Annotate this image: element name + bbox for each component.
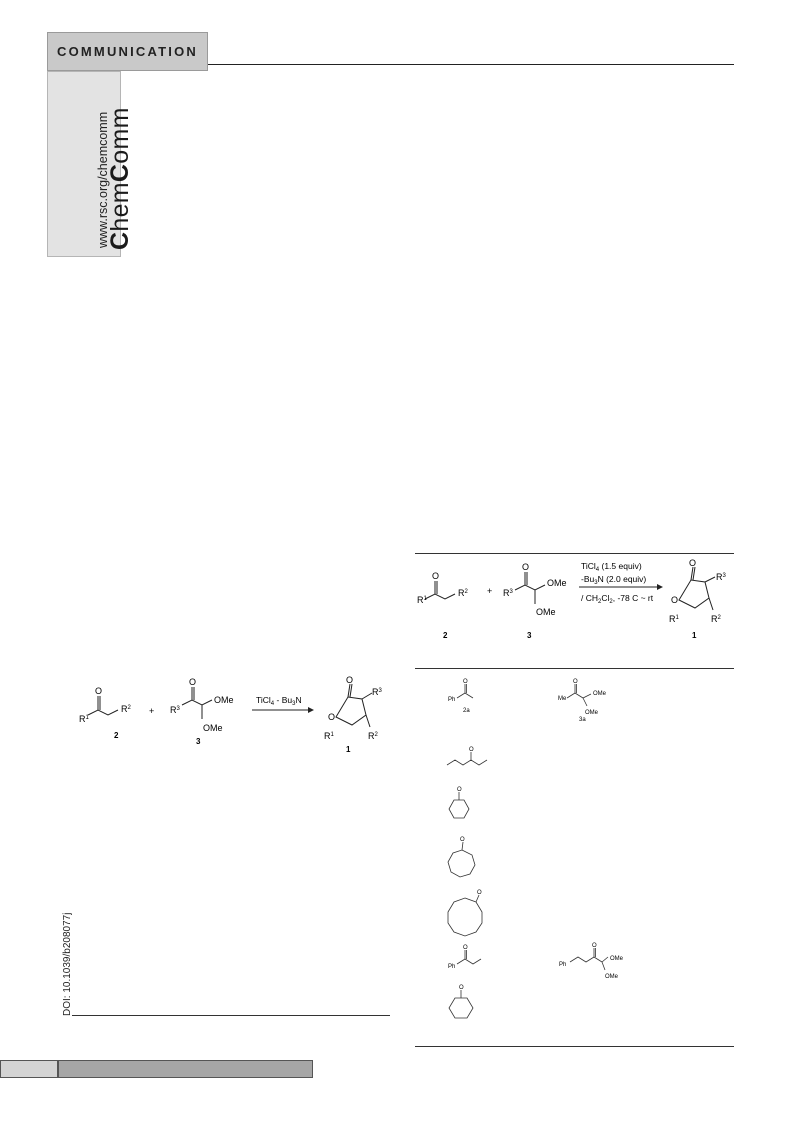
- svg-text:2: 2: [443, 631, 448, 640]
- condition-2: $-Bu_3N$ (2.0 equiv): [581, 574, 647, 586]
- svg-text:OMe: OMe: [203, 723, 223, 733]
- svg-text:Ph: Ph: [559, 962, 567, 968]
- compound-1-label: 1: [346, 745, 351, 754]
- table-top-rule: [415, 553, 734, 554]
- svg-text:R2: $R^2$: [711, 614, 721, 624]
- svg-text:OMe: OMe: [214, 695, 234, 705]
- table-structures: [415, 672, 734, 1044]
- svg-text:O: O: [460, 837, 465, 843]
- compound-3-label: 3: [196, 737, 201, 746]
- svg-text:O: O: [459, 985, 464, 991]
- svg-text:2a: 2a: [463, 708, 470, 714]
- svg-text:O: O: [671, 595, 679, 605]
- svg-text:O: O: [522, 562, 530, 572]
- svg-text:O: O: [592, 943, 597, 949]
- butenolide-1-structure: [336, 684, 372, 727]
- svg-text:OMe: OMe: [547, 578, 567, 588]
- svg-text:OMe: OMe: [605, 974, 619, 980]
- svg-text:OMe: OMe: [536, 607, 556, 617]
- section-header-tab: [47, 32, 208, 71]
- footer-bar-dark: [58, 1060, 313, 1078]
- section-label: COMMUNICATION: [56, 44, 198, 59]
- svg-text:R1: $R^1$: [669, 614, 679, 624]
- svg-text:O: O: [463, 679, 468, 685]
- svg-text:OMe: OMe: [610, 956, 624, 962]
- svg-text:+: +: [487, 586, 493, 596]
- svg-text:O: O: [573, 679, 578, 685]
- condition-3: / $CH_2Cl_2$, -78 C ~ rt: [581, 593, 654, 605]
- svg-text:Me: Me: [558, 696, 567, 702]
- journal-url: www.rsc.org/chemcomm: [96, 111, 110, 248]
- svg-text:OMe: OMe: [593, 691, 607, 697]
- journal-brand-panel: [47, 71, 134, 257]
- doi-label: DOI: 10.1039/b208077j: [62, 912, 73, 1016]
- plus-sign: +: [149, 706, 155, 716]
- footnote-rule: [72, 1015, 390, 1016]
- r2-label: $R^2$: [121, 704, 131, 714]
- journal-logo: ChemComm: [106, 107, 134, 250]
- svg-text:O: O: [328, 712, 336, 722]
- svg-text:R2: $R^2$: [368, 731, 378, 741]
- o-atom: O: [95, 686, 103, 696]
- svg-text:3: 3: [527, 631, 532, 640]
- svg-text:O: O: [477, 890, 482, 896]
- ketone-2-structure: [88, 696, 118, 715]
- svg-text:O: O: [689, 558, 697, 568]
- svg-text:R3: $R^3$: [372, 687, 382, 697]
- svg-text:O: O: [463, 945, 468, 951]
- header-rule: [208, 64, 734, 65]
- svg-text:R1: $R^1$: [324, 731, 334, 741]
- svg-text:O: O: [346, 675, 354, 685]
- compound-2-label: 2: [114, 731, 119, 740]
- svg-text:1: 1: [692, 631, 697, 640]
- condition-1: TiCl$_4$ (1.5 equiv): [581, 561, 642, 573]
- svg-text:OMe: OMe: [585, 710, 599, 716]
- svg-text:R1: $R^1$: [417, 595, 427, 605]
- svg-text:Ph: Ph: [448, 697, 456, 703]
- svg-text:O: O: [457, 787, 462, 793]
- reagent-label: TiCl$_4$ - $Bu_3N$: [256, 695, 302, 707]
- svg-text:R3: $R^3$: [170, 705, 180, 715]
- footer-bar-light: [0, 1060, 58, 1078]
- svg-text:O: O: [432, 571, 440, 581]
- svg-text:R2: $R^2$: [458, 588, 468, 598]
- svg-text:O: O: [189, 677, 197, 687]
- r1-label: $R^1$: [79, 714, 89, 724]
- table-header-rule: [415, 668, 734, 669]
- svg-text:O: O: [469, 747, 474, 753]
- reaction-scheme-1: [70, 675, 400, 765]
- table-bottom-rule: [415, 1046, 734, 1047]
- svg-text:R3: $R^3$: [503, 588, 513, 598]
- acetal-3-structure: [182, 687, 212, 719]
- svg-text:Ph: Ph: [448, 964, 456, 970]
- svg-text:R3: $R^3$: [716, 572, 726, 582]
- svg-text:3a: 3a: [579, 717, 586, 723]
- table-reaction-scheme: [415, 556, 734, 666]
